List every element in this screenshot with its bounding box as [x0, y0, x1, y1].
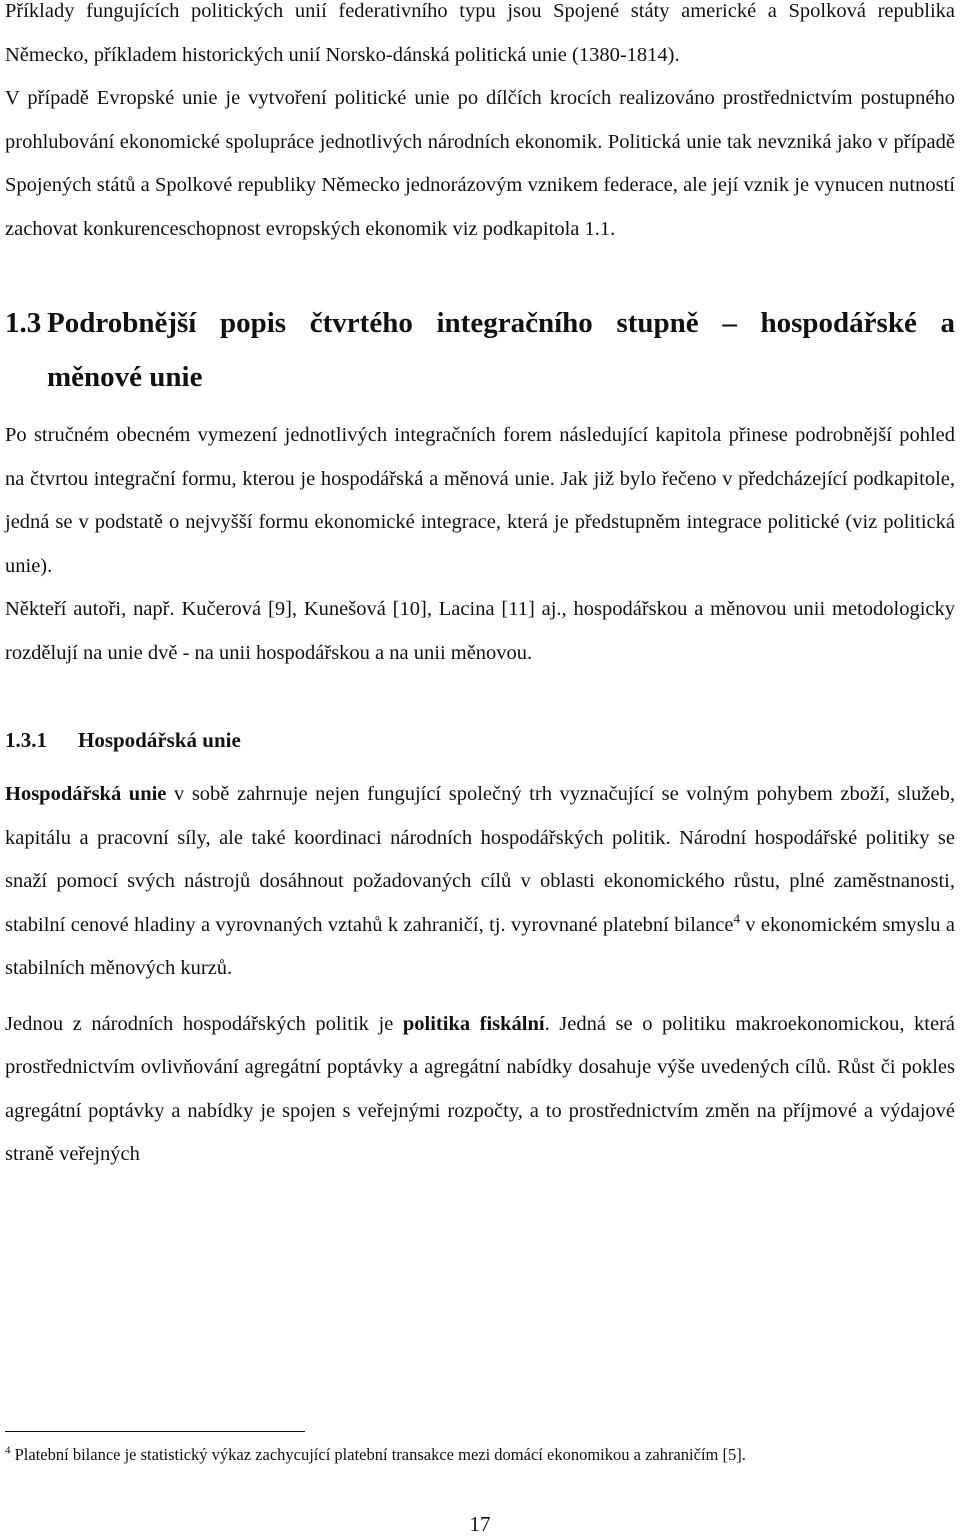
paragraph-text: . Jedná se o politiku makroekonomickou, která prostřednictvím ovlivňování agregátní poptávky a agregátní nabídky dosahuje výše uvedených cílů. Růst či pokles agregátní poptávky a nabídky je spojen s veřejnými rozpočty, a to prostřednictvím změn na příjmové a výdajové straně veřejných [5, 1012, 955, 1165]
section-title-line2: měnové unie [47, 361, 203, 393]
document-page [5, 0, 955, 1177]
section-number: 1.3 [5, 307, 42, 339]
footnote-reference[interactable]: 4 [733, 910, 740, 926]
footnote-mark: 4 [5, 1444, 11, 1457]
paragraph-economic-union [5, 773, 955, 991]
paragraph-authors: Někteří autoři, např. Kučerová [9], Kunešová [10], Lacina [11] aj., hospodářskou a měnovou unii metodologicky rozdělují na unie dvě - na unii hospodářskou a na unii měnovou. [5, 598, 955, 664]
section-title [47, 296, 955, 404]
footnote-text: Platební bilance je statistický výkaz zachycující platební transakce mezi domácí ekonomikou a zahraničím [5]. [10, 1445, 746, 1464]
footnote [5, 1440, 746, 1470]
page-number: 17 [469, 1512, 491, 1536]
subsection-heading [5, 720, 955, 760]
paragraph-text: v sobě zahrnuje nejen fungující společný trh vyznačující se volným pohybem zboží, služeb, kapitálu a pracovní síly, ale také koordinaci národních hospodářských politik. Národní hospodářské politiky se snaží pomocí svých nástrojů dosáhnout požadovaných cílů v oblasti ekonomického růstu, plné zaměstnanosti, stabilní cenové hladiny a vyrovnaných vztahů k zahraničí, tj. vyrovnané platební bilance [5, 783, 955, 936]
section-title-line1: Podrobnější popis čtvrtého integračního stupně – hospodářské a [47, 307, 955, 339]
paragraph-text: v ekonomickém smyslu a stabilních měnových kurzů. [5, 913, 955, 979]
bold-term-economic-union: Hospodářská unie [5, 783, 167, 805]
paragraph-political-unions: Příklady fungujících politických unií federativního typu jsou Spojené státy americké a Spolková republika Německo, příkladem historických unií Norsko-dánská politická unie (1380-1814). [5, 0, 955, 66]
paragraph-eu-political-union: V případě Evropské unie je vytvoření politické unie po dílčích krocích realizováno prostřednictvím postupného prohlubování ekonomické spolupráce jednotlivých národních ekonomik. Politická unie tak nevzniká jako v případě Spojených států a Spolkové republiky Německo jednorázovým vznikem federace, ale její vznik je vynucen nutností zachovat konkurenceschopnost evropských ekonomik viz podkapitola 1.1. [5, 87, 955, 240]
section-heading [5, 296, 955, 404]
paragraph-text: Jednou z národních hospodářských politik je [5, 1012, 403, 1035]
subsection-number: 1.3.1 [5, 728, 47, 752]
subsection-title: Hospodářská unie [78, 728, 241, 752]
footnote-separator [5, 1431, 305, 1432]
paragraph-fiscal-policy [5, 1003, 955, 1177]
bold-term-fiscal-policy: politika fiskální [402, 1012, 545, 1035]
paragraph-section-intro: Po stručném obecném vymezení jednotlivých integračních forem následující kapitola přinese podrobnější pohled na čtvrtou integrační formu, kterou je hospodářská a měnová unie. Jak již bylo řečeno v předcházející podkapitole, jedná se v podstatě o nejvyšší formu ekonomické integrace, která je předstupněm integrace politické (viz politická unie). [5, 424, 955, 577]
